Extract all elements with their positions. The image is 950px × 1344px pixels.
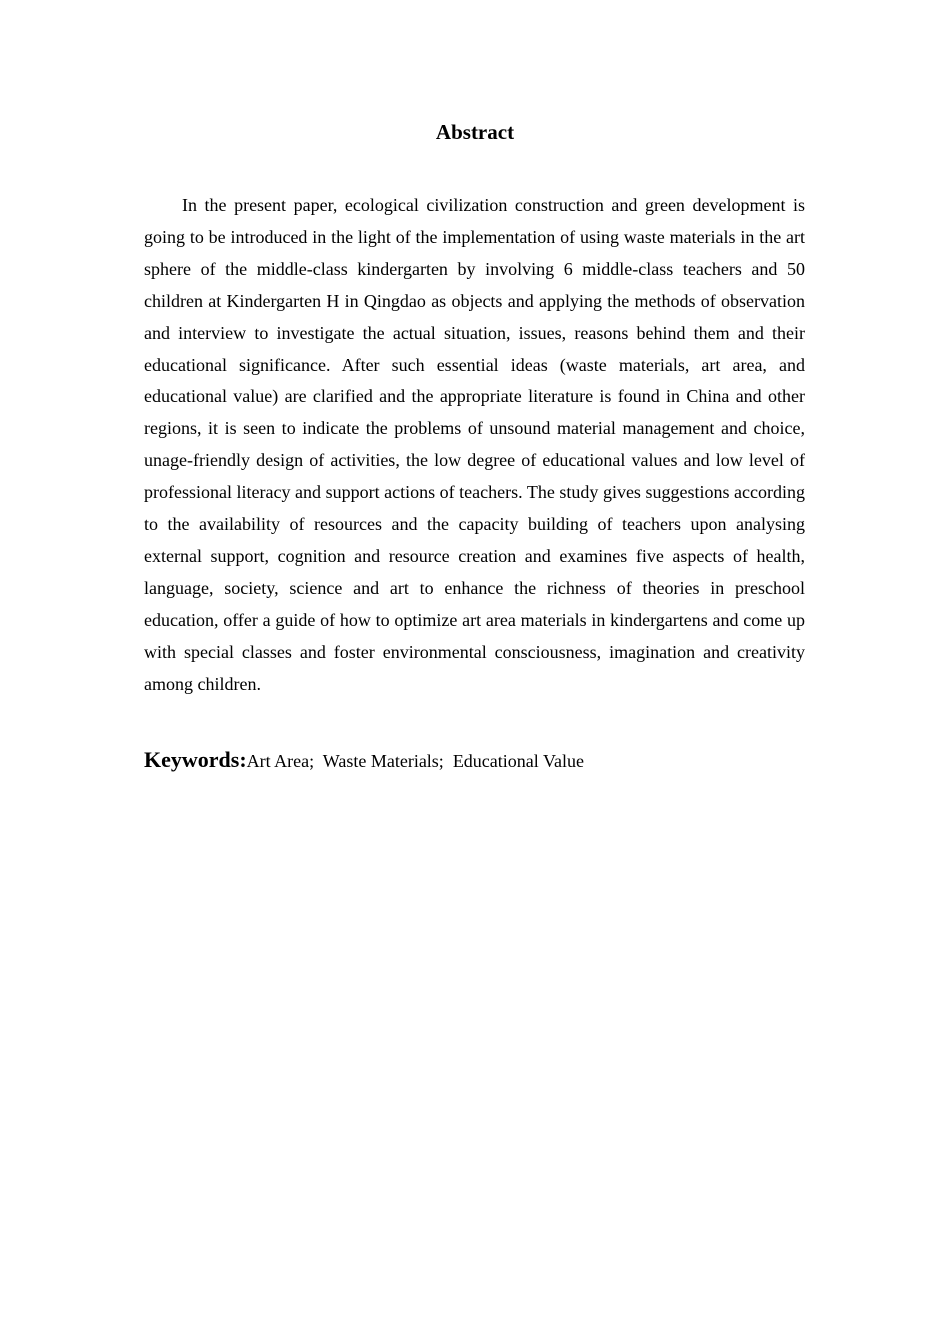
- abstract-heading: Abstract: [435, 120, 515, 144]
- keywords-line: [144, 744, 805, 777]
- keywords-list: Art Area; Waste Materials; Educational Value: [246, 751, 584, 771]
- keywords-label: Keywords:: [144, 747, 247, 772]
- abstract-paragraph: In the present paper, ecological civilization construction and green development is going to be introduced in the light of the implementation of using waste materials in the art sphere of the middle-class kindergarten by involving 6 middle-class teachers and 50 children at Kindergarten H in Qingdao as objects and applying the methods of observation and interview to investigate the actual situation, issues, reasons behind them and their educational significance. After such essential ideas (waste materials, art area, and educational value) are clarified and the appropriate literature is found in China and other regions, it is seen to indicate the problems of unsound material management and choice, unage-friendly design of activities, the low degree of educational values and low level of professional literacy and support actions of teachers. The study gives suggestions according to the availability of resources and the capacity building of teachers upon analysing external support, cognition and resource creation and examines five aspects of health, language, society, science and art to enhance the richness of theories in preschool education, offer a guide of how to optimize art area materials in kindergartens and come up with special classes and foster environmental consciousness, imagination and creativity among children.: [144, 195, 805, 694]
